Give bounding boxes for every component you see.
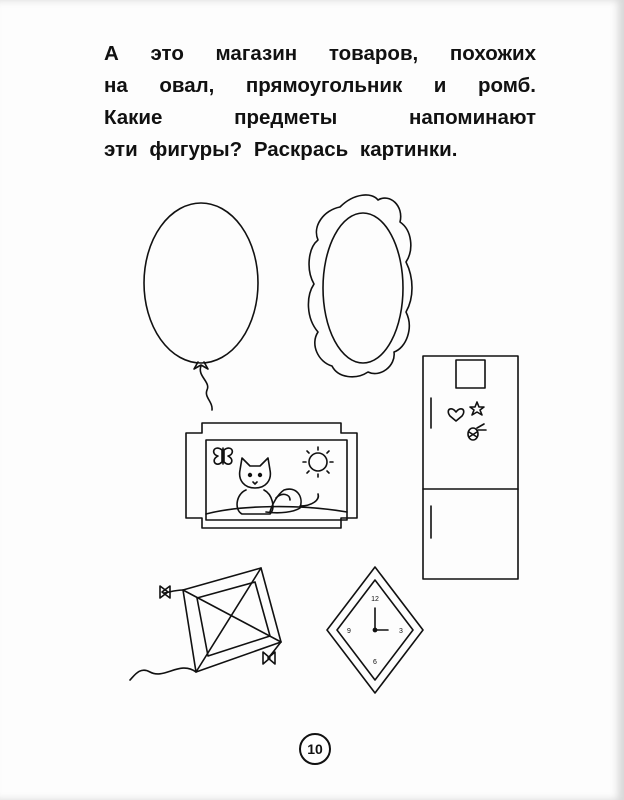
diamond-clock-icon <box>327 567 423 693</box>
instruction-line-1: А это магазин товаров, похожих <box>104 42 536 65</box>
mirror-icon <box>308 195 412 377</box>
clock-numeral-12: 12 <box>371 596 379 603</box>
instruction-line-2: на овал, прямоугольник и ромб. <box>104 74 536 97</box>
clock-numeral-3: 3 <box>399 628 403 635</box>
balloon-icon <box>144 203 258 410</box>
kite-icon <box>130 568 281 680</box>
instruction-line-3: Какие предметы напоминают <box>104 106 536 129</box>
clock-numeral-9: 9 <box>347 628 351 635</box>
instruction-line-4: эти фигуры? Раскрась картинки. <box>104 138 458 161</box>
clock-numeral-6: 6 <box>373 659 377 666</box>
fridge-icon <box>423 356 518 579</box>
page-number: 10 <box>299 733 331 765</box>
framed-picture-icon <box>186 423 357 528</box>
